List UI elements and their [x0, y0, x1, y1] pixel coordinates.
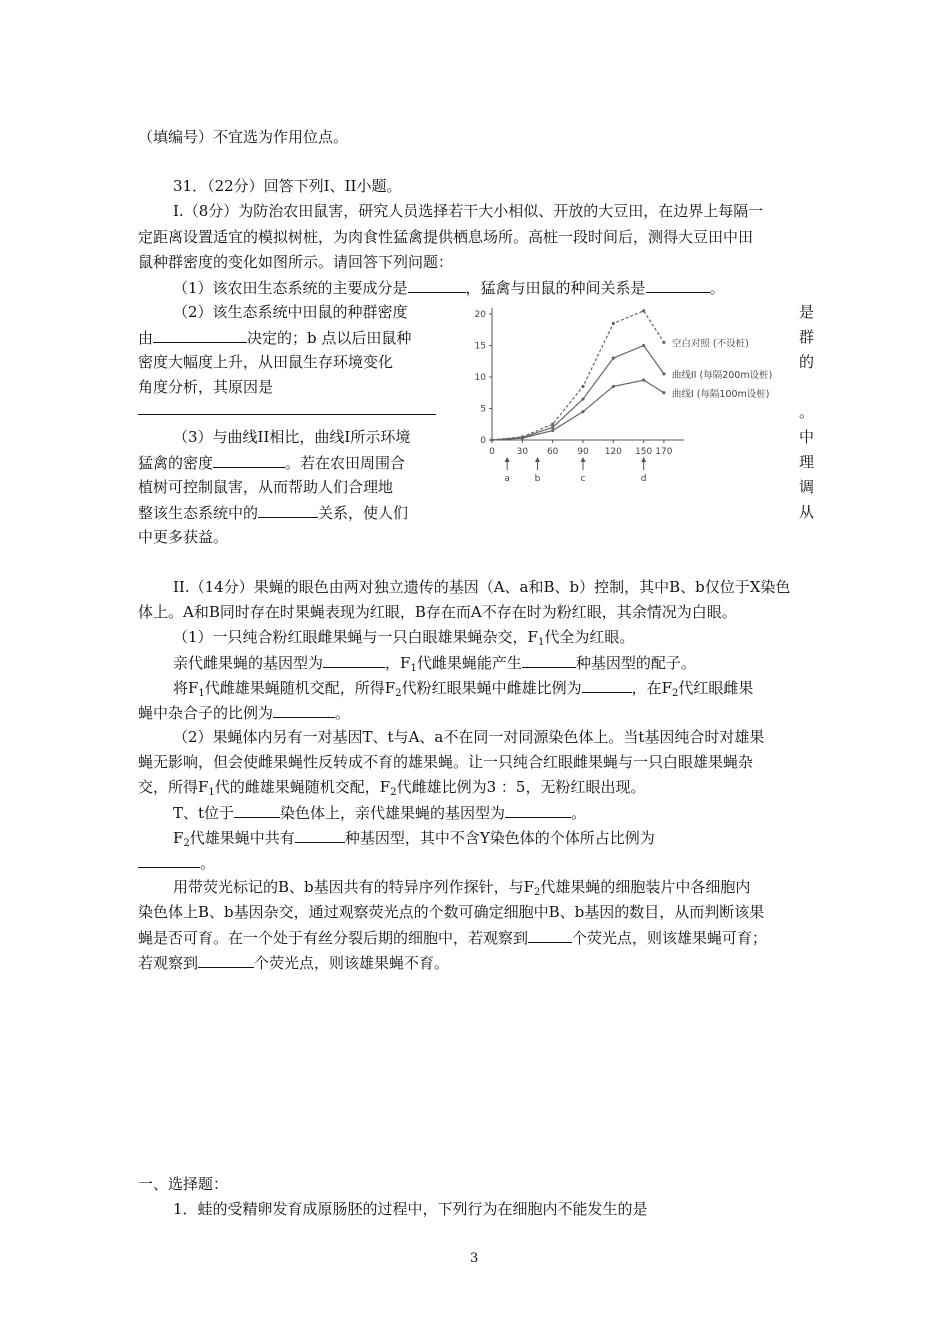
part1-q2-line1: （2）该生态系统中田鼠的种群密度 — [173, 303, 408, 321]
arrow-head — [505, 457, 510, 462]
part2-l10-text-c: 。 — [571, 804, 587, 822]
series-line-2 — [492, 346, 664, 441]
part2-line4 — [173, 652, 696, 673]
arrow-head — [641, 457, 646, 462]
subscript: 2 — [395, 688, 402, 699]
data-point — [551, 429, 554, 432]
part2-l5-text-a: 将F — [173, 679, 199, 697]
data-point — [551, 426, 554, 429]
y-tick-label: 5 — [480, 404, 486, 415]
answer-blank[interactable] — [295, 827, 345, 843]
subscript: 2 — [534, 887, 541, 898]
time-point-label: b — [534, 474, 541, 484]
legend-entry: 曲线II (每隔200m设桩) — [671, 369, 773, 381]
subscript: 2 — [390, 787, 397, 798]
part2-line3 — [173, 627, 634, 647]
part1-q2-line2 — [138, 327, 411, 348]
time-point-label: a — [504, 474, 510, 484]
answer-blank[interactable] — [522, 652, 576, 668]
data-point — [581, 385, 584, 388]
time-point-label: d — [640, 474, 647, 484]
population-density-chart — [448, 290, 808, 515]
part2-l3-text-a: （1）一只纯合粉红眼雌果蝇与一只白眼雄果蝇杂交，F — [173, 628, 538, 646]
part1-intro-line2: 定距离设置适宜的模拟树桩，为肉食性猛禽提供栖息场所。高桩一段时间后，测得大豆田中田 — [138, 228, 754, 246]
y-tick-label: 15 — [474, 341, 486, 352]
part2-line16 — [138, 952, 449, 973]
data-point — [612, 357, 615, 360]
part2-line11 — [173, 827, 655, 848]
series-line-1 — [492, 311, 664, 440]
answer-blank[interactable] — [273, 702, 335, 718]
part1-q3-text-a: 猛禽的密度 — [138, 454, 214, 472]
answer-blank[interactable] — [138, 414, 436, 415]
part2-l6-text-a: 蝇中杂合子的比例为 — [138, 704, 274, 722]
data-point — [642, 344, 645, 347]
part2-l11-text-b: 代雄果蝇中共有 — [189, 829, 295, 847]
part1-q3-line1: （3）与曲线II相比，曲线I所示环境 — [173, 428, 411, 446]
time-point-label: c — [580, 474, 586, 484]
part1-q3-line5: 中更多获益。 — [138, 528, 229, 546]
part2-l5-text-e: 代红眼雌果 — [678, 679, 754, 697]
part1-q3-line3: 植树可控制鼠害，从而帮助人们合理地 — [138, 478, 394, 496]
data-point — [642, 309, 645, 312]
arrow-head — [581, 457, 586, 462]
data-point — [490, 438, 493, 441]
answer-blank[interactable] — [323, 652, 385, 668]
answer-blank[interactable] — [213, 452, 285, 468]
data-point — [642, 379, 645, 382]
part1-q3-text-b: 。若在农田周围合 — [285, 454, 406, 472]
part2-l10-text-a: T、t位于 — [173, 804, 235, 822]
part1-intro-line3: 鼠种群密度的变化如图所示。请回答下列问题： — [138, 253, 454, 271]
part2-line13 — [173, 877, 750, 897]
arrow-head — [535, 457, 540, 462]
choice-question-1: 1．蛙的受精卵发育成原肠胚的过程中，下列行为在细胞内不能发生的是 — [173, 1200, 648, 1218]
data-point — [662, 372, 665, 375]
data-point — [551, 423, 554, 426]
x-tick-label: 90 — [577, 447, 589, 457]
part1-q3-line4-right: 从 — [799, 503, 815, 521]
part1-q2-line3: 密度大幅度上升，从田鼠生存环境变化 — [138, 353, 394, 371]
part2-line6 — [138, 702, 350, 723]
subscript: 2 — [183, 838, 190, 849]
part2-l9-text-b: 代的雌雄果蝇随机交配，F — [214, 778, 391, 796]
chart-series — [490, 309, 665, 441]
part2-line8: 蝇无影响，但会使雌果蝇性反转成不育的雄果蝇。让一只纯合红眼雌果蝇与一只白眼雄果蝇杂 — [138, 753, 754, 771]
chart-y-ticks — [475, 310, 492, 446]
part1-intro-line1: I.（8分）为防治农田鼠害，研究人员选择若干大小相似、开放的大豆田，在边界上每隔一 — [173, 202, 764, 220]
previous-question-tail: （填编号）不宜选为作用位点。 — [138, 128, 349, 146]
part2-line9 — [138, 777, 645, 797]
answer-blank[interactable] — [198, 952, 254, 968]
part2-l9-text-c: 代雌雄比例为3 ：5，无粉红眼出现。 — [396, 778, 646, 796]
y-tick-label: 10 — [474, 373, 486, 383]
part2-l4-text-a: 亲代雌果蝇的基因型为 — [173, 654, 324, 672]
data-point — [581, 410, 584, 413]
part2-line1: II.（14分）果蝇的眼色由两对独立遗传的基因（A、a和B、b）控制，其中B、b仅位于X染色 — [173, 578, 791, 596]
x-tick-label: 60 — [546, 447, 559, 457]
part2-l4-text-c: 代雌果蝇能产生 — [416, 654, 522, 672]
answer-blank[interactable] — [528, 927, 572, 943]
part2-line14: 染色体上B、b基因杂交，通过观察荧光点的个数可确定细胞中B、b基因的数目，从而判断该果 — [138, 903, 765, 921]
part1-q3-line4 — [138, 502, 408, 523]
part2-l4-text-d: 种基因型的配子。 — [575, 654, 696, 672]
part2-l16-text-a: 若观察到 — [138, 954, 199, 972]
part1-q1-text-b: ，猛禽与田鼠的种间关系是 — [465, 279, 646, 297]
part2-l11-text-c: 种基因型，其中不含Y染色体的个体所占比例为 — [344, 829, 655, 847]
data-point — [662, 341, 665, 344]
part2-l6-text-b: 。 — [335, 704, 351, 722]
part2-l15-text-b: 个荧光点，则该雄果蝇可育； — [572, 929, 768, 947]
part2-l10-text-b: 染色体上，亲代雄果蝇的基因型为 — [280, 804, 506, 822]
x-tick-label: 0 — [489, 447, 495, 457]
part2-line12 — [138, 852, 215, 873]
part2-l13-text-a: 用带荧光标记的B、b基因共有的特异序列作探针，与F — [173, 878, 535, 896]
part1-q2-line2-right: 群 — [799, 328, 815, 346]
part2-line2: 体上。A和B同时存在时果蝇表现为红眼，B存在而A不存在时为粉红眼，其余情况为白眼。 — [138, 603, 737, 621]
part1-q3-line1-right: 中 — [799, 428, 815, 446]
answer-blank[interactable] — [138, 852, 200, 868]
data-point — [662, 391, 665, 394]
part1-q2-line3-right: 的 — [799, 353, 815, 371]
answer-blank[interactable] — [258, 502, 318, 518]
series-line-3 — [492, 380, 664, 440]
chart-legend — [672, 337, 772, 399]
part2-line7: （2）果蝇体内另有一对基因T、t与A、a不在同一对同源染色体上。当t基因纯合时对雄果 — [173, 728, 765, 746]
part1-q3-line2-right: 理 — [799, 453, 815, 471]
part2-line15 — [138, 927, 767, 948]
part2-l5-text-c: 代粉红眼果蝇中雌雄比例为 — [401, 679, 582, 697]
section-title: 一、选择题： — [138, 1175, 229, 1193]
answer-blank[interactable] — [582, 677, 632, 693]
chart-time-points — [504, 457, 646, 484]
x-tick-label: 170 — [655, 447, 673, 457]
part1-q2-line1-right: 是 — [799, 303, 815, 321]
part2-l3-text-b: 代全为红眼。 — [544, 628, 635, 646]
subscript: 2 — [672, 688, 679, 699]
part1-q3-text-c: 整该生态系统中的 — [138, 504, 259, 522]
chart-x-ticks — [489, 440, 673, 457]
part2-line5 — [173, 677, 753, 698]
subscript: 1 — [198, 688, 205, 699]
part2-line10 — [173, 802, 586, 823]
part2-l11-text-a: F — [173, 829, 184, 847]
part2-l15-text-a: 蝇是否可育。在一个处于有丝分裂后期的细胞中，若观察到 — [138, 929, 529, 947]
subscript: 1 — [410, 663, 417, 674]
y-tick-label: 0 — [480, 436, 486, 446]
part2-l12-text: 。 — [200, 854, 216, 872]
part1-q2-text-a: 由 — [138, 329, 154, 347]
part2-l13-text-b: 代雄果蝇的细胞装片中各细胞内 — [540, 878, 751, 896]
part2-l4-text-b: ，F — [385, 654, 411, 672]
x-tick-label: 150 — [635, 447, 653, 457]
part1-q3-text-d: 关系，使人们 — [318, 504, 409, 522]
part1-q1-text-a: （1）该农田生态系统的主要成分是 — [173, 279, 408, 297]
part2-l9-text-a: 交，所得F — [138, 778, 209, 796]
part1-q1-text-c: 。 — [709, 279, 725, 297]
part1-q3-line2 — [138, 452, 405, 473]
answer-blank[interactable] — [505, 802, 571, 818]
part1-q2-text-b: 决定的；b 点以后田鼠种 — [247, 329, 412, 347]
part1-q2-line5-right: 。 — [799, 403, 815, 421]
part2-l16-text-b: 个荧光点，则该雄果蝇不育。 — [254, 954, 450, 972]
x-tick-label: 120 — [604, 447, 622, 457]
part2-l5-text-b: 代雌雄果蝇随机交配，所得F — [204, 679, 396, 697]
data-point — [612, 385, 615, 388]
part1-q2-line4: 角度分析，其原因是 — [138, 378, 274, 396]
x-tick-label: 30 — [516, 447, 529, 457]
legend-entry: 空白对照 (不设桩) — [671, 338, 749, 350]
part1-q3-line3-right: 调 — [799, 478, 815, 496]
subscript: 1 — [537, 637, 545, 648]
question-31-header: 31．（22分）回答下列I、II小题。 — [173, 177, 402, 195]
data-point — [581, 397, 584, 400]
subscript: 1 — [208, 787, 215, 798]
part2-l5-text-d: ，在F — [631, 679, 673, 697]
page-number: 3 — [470, 1251, 479, 1266]
answer-blank[interactable] — [153, 327, 247, 343]
data-point — [612, 322, 615, 325]
legend-entry: 曲线I (每隔100m设桩) — [671, 388, 770, 400]
answer-blank[interactable] — [234, 802, 280, 818]
data-point — [521, 437, 524, 440]
y-tick-label: 20 — [474, 310, 486, 320]
